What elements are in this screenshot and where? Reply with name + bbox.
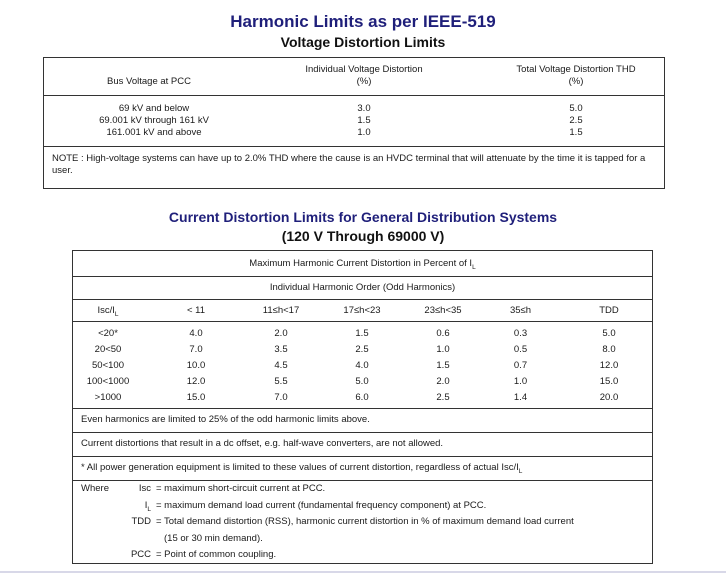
subscript: L (472, 263, 476, 271)
harmonic-order-header: Individual Harmonic Order (Odd Harmonics) (269, 282, 456, 293)
h17-23-cell: 6.0 (355, 392, 369, 403)
tdd-cell: 15.0 (599, 376, 619, 387)
lt11-cell: 7.0 (189, 344, 203, 355)
table-row (73, 326, 652, 341)
generation-note-text: * All power generation equipment is limited to these values of current distortion, regardless of actual Isc/I (81, 462, 519, 473)
definition-term (81, 514, 151, 531)
divider (73, 408, 652, 409)
definition-text: = Total demand distortion (RSS), harmonic current distortion in % of maximum demand load current (156, 516, 574, 527)
divider (73, 456, 652, 457)
individual-cell: 1.5 (357, 115, 371, 126)
col-tdd: TDD (599, 305, 619, 316)
col-label: Isc/I (97, 305, 115, 316)
where-label: Where (81, 483, 109, 494)
current-limits-table (72, 250, 653, 564)
h17-23-cell: 4.0 (355, 360, 369, 371)
lt11-cell: 10.0 (186, 360, 206, 371)
divider (73, 432, 652, 433)
col-23-35: 23≤h<35 (424, 305, 462, 316)
individual-cell: 1.0 (357, 127, 371, 138)
col-17-23: 17≤h<23 (343, 305, 381, 316)
column-headers (73, 303, 652, 319)
h11-17-cell: 7.0 (274, 392, 288, 403)
definition-text: = Point of common coupling. (156, 549, 277, 560)
voltage-note: NOTE : High-voltage systems can have up to 2.0% THD where the cause is an HVDC terminal that will attenuate by the time it is tapped for a user. (52, 153, 646, 176)
table-row (73, 374, 652, 389)
definition-text: = maximum short-circuit current at PCC. (156, 483, 326, 494)
h17-23-cell: 2.5 (355, 344, 369, 355)
lt11-cell: 4.0 (189, 328, 203, 339)
divider (44, 146, 664, 147)
h11-17-cell: 2.0 (274, 328, 288, 339)
h35-cell: 0.7 (513, 360, 528, 371)
definition-term-text: PCC (130, 549, 151, 560)
tdd-cell: 5.0 (602, 328, 616, 339)
table-row (44, 127, 664, 139)
definition-term-text: Isc (138, 483, 151, 494)
definition-row (81, 531, 263, 548)
tdd-cell: 8.0 (602, 344, 616, 355)
definition-row (81, 514, 574, 531)
divider (73, 276, 652, 277)
voltage-section-title: Voltage Distortion Limits (280, 34, 446, 50)
col-isc-il (73, 303, 143, 323)
h23-35-cell: 0.6 (436, 328, 450, 339)
lt11-cell: 15.0 (186, 392, 206, 403)
current-section-title: Current Distortion Limits for General Distribution Systems (168, 209, 558, 225)
definition-text: (15 or 30 min demand). (164, 532, 263, 544)
isc-il-cell: <20* (98, 328, 118, 339)
h11-17-cell: 4.5 (274, 360, 288, 371)
h35-cell: 0.5 (513, 344, 528, 355)
dc-offset-note: Current distortions that result in a dc offset, e.g. half-wave converters, are not allowed. (81, 438, 444, 449)
h17-23-cell: 1.5 (355, 328, 369, 339)
h35-cell: 0.3 (513, 328, 528, 339)
h11-17-cell: 5.5 (274, 376, 288, 387)
col-11-17: 11≤h<17 (262, 305, 300, 316)
divider (44, 95, 664, 96)
table-row (73, 390, 652, 405)
bus-voltage-cell: 161.001 kV and above (106, 127, 202, 138)
generation-note (81, 458, 522, 478)
h23-35-cell: 2.5 (436, 392, 450, 403)
h17-23-cell: 5.0 (355, 376, 369, 387)
isc-il-cell: >1000 (94, 392, 122, 403)
subscript: L (114, 310, 119, 318)
definition-row (81, 547, 276, 564)
header-bus-voltage: Bus Voltage at PCC (107, 76, 191, 87)
h35-cell: 1.4 (513, 392, 528, 403)
subscript: L (147, 505, 151, 513)
tdd-cell: 12.0 (599, 360, 619, 371)
header-total-voltage: Total Voltage Distortion THD (%) (516, 64, 636, 87)
definition-term-text: TDD (131, 516, 151, 527)
max-distortion-label: Maximum Harmonic Current Distortion in Percent of I (249, 258, 473, 269)
table-row (73, 358, 652, 373)
table-row (44, 103, 664, 115)
definition-row (81, 481, 325, 498)
col-35: 35≤h (509, 305, 532, 316)
definition-term (81, 481, 151, 498)
divider (73, 299, 652, 300)
h23-35-cell: 2.0 (436, 376, 450, 387)
h23-35-cell: 1.0 (436, 344, 450, 355)
max-distortion-header (73, 254, 652, 274)
bus-voltage-cell: 69.001 kV through 161 kV (99, 115, 209, 126)
even-harmonics-note: Even harmonics are limited to 25% of the odd harmonic limits above. (81, 414, 370, 425)
table-row (73, 342, 652, 357)
header-individual-voltage: Individual Voltage Distortion (%) (305, 64, 423, 87)
col-lt11: < 11 (186, 305, 206, 316)
definitions-block (81, 481, 646, 563)
bus-voltage-cell: 69 kV and below (118, 103, 190, 114)
isc-il-cell: 50<100 (92, 360, 124, 371)
voltage-limits-table (43, 57, 665, 189)
tdd-cell: 20.0 (599, 392, 619, 403)
subscript: L (518, 467, 523, 475)
divider (73, 321, 652, 322)
definition-term-text: I (144, 499, 148, 511)
total-cell: 1.5 (569, 127, 583, 138)
definition-term (81, 547, 151, 564)
page-bottom-rule (0, 571, 726, 573)
h11-17-cell: 3.5 (274, 344, 288, 355)
table-row (44, 115, 664, 127)
isc-il-cell: 20<50 (94, 344, 122, 355)
h35-cell: 1.0 (513, 376, 528, 387)
definition-text: = maximum demand load current (fundamental frequency component) at PCC. (156, 499, 487, 511)
lt11-cell: 12.0 (186, 376, 206, 387)
page-title: Harmonic Limits as per IEEE-519 (230, 12, 496, 31)
isc-il-cell: 100<1000 (86, 376, 130, 387)
current-section-subtitle: (120 V Through 69000 V) (281, 228, 445, 244)
total-cell: 5.0 (569, 103, 583, 114)
total-cell: 2.5 (569, 115, 583, 126)
h23-35-cell: 1.5 (436, 360, 450, 371)
individual-cell: 3.0 (357, 103, 371, 114)
